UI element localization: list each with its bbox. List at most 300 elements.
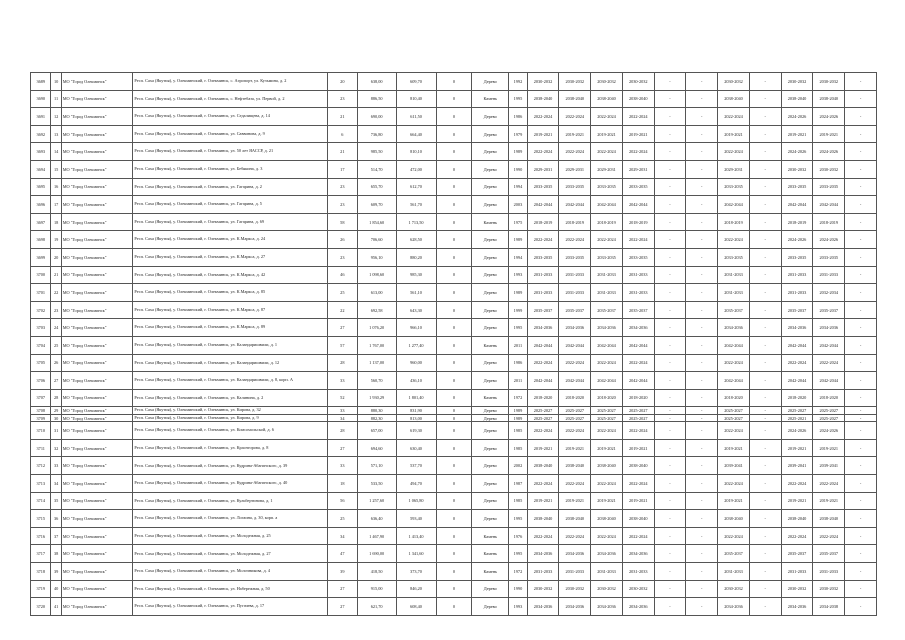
table-cell: 2022-2024 (559, 527, 591, 545)
table-cell: 2031-2033 (527, 266, 559, 284)
table-cell: Респ. Саха (Якутия), у. Олекминский, г. Олекминск, с. Нефтебаза, ул. Первой, д. 2 (133, 90, 328, 108)
table-cell: - (749, 598, 781, 616)
table-cell: - (749, 73, 781, 91)
table-cell: 2034-2036 (591, 545, 623, 563)
table-cell: 2038-2040 (813, 510, 845, 528)
table-cell: 2019-2021 (781, 492, 813, 510)
table-cell: 2031-2033 (559, 284, 591, 302)
table-cell: 2031-2033 (781, 284, 813, 302)
table-cell: 0 (436, 178, 472, 196)
table-cell: Дерево (472, 108, 509, 126)
table-cell: 1986 (509, 108, 527, 126)
table-cell: 1993 (509, 598, 527, 616)
table-cell: 2030-2032 (527, 580, 559, 598)
table-cell: 18 (51, 213, 61, 231)
table-cell: - (845, 389, 877, 407)
table-cell: 2031-2033 (527, 563, 559, 581)
table-cell: 0 (436, 248, 472, 266)
table-cell: МО "Город Олекминск" (61, 284, 133, 302)
table-cell: 2019-2021 (622, 125, 654, 143)
table-cell: 2031-2033 (622, 266, 654, 284)
table-cell: 2042-2044 (718, 196, 750, 214)
table-cell: 2033-2035 (591, 178, 623, 196)
table-cell: 18 (327, 475, 357, 493)
table-cell: Дерево (472, 580, 509, 598)
table-cell: Респ. Саха (Якутия), у. Олекминский, г. Олекминск, ул. Калинина, д. 2 (133, 389, 328, 407)
table-cell: Дерево (472, 284, 509, 302)
table-cell: 2002 (509, 457, 527, 475)
table-cell: 2003 (509, 196, 527, 214)
table-cell: 0 (436, 545, 472, 563)
table-cell: - (749, 580, 781, 598)
table-row (31, 475, 877, 493)
table-cell: 2018-2019 (813, 213, 845, 231)
table-cell: 2019-2021 (813, 492, 845, 510)
table-cell: - (845, 178, 877, 196)
table-cell: 2022-2024 (718, 143, 750, 161)
table-cell: Дерево (472, 266, 509, 284)
table-cell: 655,70 (357, 178, 396, 196)
table-cell: 2035-2037 (718, 545, 750, 563)
table-cell: - (845, 439, 877, 457)
table-cell: - (686, 73, 718, 91)
table-cell: Респ. Саха (Якутия), у. Олекминский, г. Олекминск, ул. Молодежная, д. 25 (133, 527, 328, 545)
table-cell: 2038-2040 (591, 457, 623, 475)
table-cell: 2030-2032 (559, 580, 591, 598)
table-cell: 1995 (509, 510, 527, 528)
table-cell: 2022-2024 (622, 527, 654, 545)
table-cell: - (749, 266, 781, 284)
table-cell: 2038-2040 (527, 457, 559, 475)
table-cell: 2034-2036 (559, 545, 591, 563)
table-cell: Респ. Саха (Якутия), у. Олекминский, г. Олекминск, ул. Седалищева, д. 14 (133, 108, 328, 126)
table-cell: Респ. Саха (Якутия), у. Олекминский, г. Олекминск, ул. Гагарина, д. 5 (133, 196, 328, 214)
table-cell: 2034-2038 (813, 598, 845, 616)
table-cell: 2035-2037 (591, 301, 623, 319)
table-cell: 2022-2024 (559, 143, 591, 161)
table-cell: 23 (327, 196, 357, 214)
table-cell: 2031-2033 (622, 563, 654, 581)
table-cell: 47 (327, 545, 357, 563)
table-cell: 1 713,50 (396, 213, 436, 231)
table-cell: 621,70 (357, 598, 396, 616)
table-cell: - (845, 492, 877, 510)
table-cell: - (654, 284, 686, 302)
table-cell: - (845, 319, 877, 337)
table-cell: 2038-2040 (622, 90, 654, 108)
table-cell: 30 (51, 414, 61, 422)
table-cell: 2022-2024 (527, 475, 559, 493)
table-cell: 2022-2024 (527, 231, 559, 249)
table-row (31, 563, 877, 581)
table-cell: 3700 (31, 266, 51, 284)
table-cell: 472,00 (396, 160, 436, 178)
table-cell: 2022-2024 (559, 231, 591, 249)
table-cell: 3715 (31, 510, 51, 528)
table-cell: - (654, 510, 686, 528)
table-cell: 0 (436, 527, 472, 545)
table-cell: 37 (51, 527, 61, 545)
table-cell: 3710 (31, 422, 51, 440)
table-cell: 2034-2036 (622, 319, 654, 337)
table-cell: Дерево (472, 125, 509, 143)
table-cell: Дерево (472, 73, 509, 91)
table-cell: 960,00 (396, 354, 436, 372)
table-cell: 2031-2033 (813, 266, 845, 284)
table-cell: - (654, 90, 686, 108)
table-row (31, 90, 877, 108)
table-cell: 2019-2021 (559, 125, 591, 143)
table-cell: 26 (327, 231, 357, 249)
table-cell: 2039-2041 (718, 457, 750, 475)
table-cell: 2035-2037 (622, 301, 654, 319)
table-cell: 2034-2036 (718, 598, 750, 616)
table-cell: 1 341,60 (396, 545, 436, 563)
table-cell: Дерево (472, 439, 509, 457)
table-cell: 2019-2021 (591, 439, 623, 457)
table-cell: 2025-2027 (559, 407, 591, 415)
table-cell: 2042-2044 (813, 372, 845, 390)
table-cell: 2019-2021 (622, 492, 654, 510)
document-sheet (30, 72, 877, 616)
table-cell: 27 (327, 439, 357, 457)
table-cell: - (686, 439, 718, 457)
table-cell: 2034-2036 (781, 319, 813, 337)
table-cell: - (654, 475, 686, 493)
table-cell: 36 (51, 510, 61, 528)
table-cell: - (845, 354, 877, 372)
table-cell: 2030-2032 (781, 73, 813, 91)
table-cell: 39 (327, 563, 357, 581)
table-cell: 2019-2021 (622, 439, 654, 457)
table-cell: 2029-2031 (591, 160, 623, 178)
table-cell: 22 (327, 301, 357, 319)
table-cell: МО "Город Олекминск" (61, 372, 133, 390)
table-cell: 34 (51, 475, 61, 493)
table-row (31, 178, 877, 196)
table-cell: 2034-2036 (781, 598, 813, 616)
table-cell: 2025-2027 (718, 414, 750, 422)
table-cell: Дерево (472, 160, 509, 178)
table-cell: 2025-2027 (622, 407, 654, 415)
table-cell: МО "Город Олекминск" (61, 545, 133, 563)
table-cell: 2025-2027 (527, 414, 559, 422)
table-cell: 2042-2044 (718, 336, 750, 354)
table-cell: Респ. Саха (Якутия), у. Олекминский, г. Олекминск, ул. Кульбертинова, д. 1 (133, 492, 328, 510)
table-cell: Дерево (472, 143, 509, 161)
table-cell: 1979 (509, 125, 527, 143)
table-cell: 2033-2035 (781, 248, 813, 266)
table-cell: - (686, 284, 718, 302)
table-cell: - (654, 108, 686, 126)
table-cell: - (654, 492, 686, 510)
table-cell: Респ. Саха (Якутия), у. Олекминский, г. Олекминск, ул. Кирова, д. 32 (133, 407, 328, 415)
table-cell: - (845, 266, 877, 284)
table-cell: 2018-2019 (718, 213, 750, 231)
table-cell: 1985 (509, 439, 527, 457)
table-cell: 2038-2040 (527, 510, 559, 528)
table-cell: Респ. Саха (Якутия), у. Олекминский, г. Олекминск, ул. Каландаришвили, д. 1 (133, 336, 328, 354)
table-cell: 3720 (31, 598, 51, 616)
table-cell: 2035-2037 (813, 301, 845, 319)
table-cell: 2031-2033 (527, 284, 559, 302)
table-cell: 2030-2032 (781, 160, 813, 178)
table-row (31, 73, 877, 91)
table-cell: 2042-2044 (527, 372, 559, 390)
table-cell: 33 (327, 457, 357, 475)
table-cell: - (686, 319, 718, 337)
table-cell: МО "Город Олекминск" (61, 407, 133, 415)
table-cell: МО "Город Олекминск" (61, 389, 133, 407)
table-cell: 1 854,60 (357, 213, 396, 231)
table-cell: 2042-2044 (813, 336, 845, 354)
table-cell: 2031-2033 (591, 284, 623, 302)
table-cell: 593,40 (396, 510, 436, 528)
table-cell: 1 076,20 (357, 319, 396, 337)
table-cell: - (686, 248, 718, 266)
table-cell: 3691 (31, 108, 51, 126)
table-cell: 2034-2036 (813, 319, 845, 337)
table-cell: 38 (51, 545, 61, 563)
table-cell: 14 (51, 143, 61, 161)
table-cell: - (749, 196, 781, 214)
table-cell: 2019-2021 (781, 439, 813, 457)
table-cell: 0 (436, 196, 472, 214)
table-cell: МО "Город Олекминск" (61, 319, 133, 337)
table-cell: 886,50 (357, 90, 396, 108)
table-cell: 2018-2019 (559, 213, 591, 231)
table-row (31, 143, 877, 161)
table-cell: - (686, 422, 718, 440)
table-cell: 2022-2024 (813, 475, 845, 493)
table-cell: 2038-2040 (591, 90, 623, 108)
table-cell: Респ. Саха (Якутия), у. Олекминский, г. Олекминск, ул. Саввинова, д. 9 (133, 125, 328, 143)
table-cell: Респ. Саха (Якутия), у. Олекминский, г. Олекминск, ул. Кудрина-Абагинского, д. 40 (133, 475, 328, 493)
table-cell: Респ. Саха (Якутия), у. Олекминский, г. Олекминск, ул. Молодежная, д. 27 (133, 545, 328, 563)
table-cell: 2018-2020 (591, 389, 623, 407)
table-cell: Респ. Саха (Якутия), у. Олекминский, г. Олекминск, ул. Логаина, д. 30, корп. а (133, 510, 328, 528)
table-cell: 0 (436, 231, 472, 249)
table-cell: Камень (472, 213, 509, 231)
table-cell: - (749, 439, 781, 457)
table-cell: - (845, 231, 877, 249)
table-cell: Респ. Саха (Якутия), у. Олекминский, г. Олекминск, ул. К.Маркса, д. 87 (133, 301, 328, 319)
table-cell: 1 690,00 (357, 545, 396, 563)
table-cell: 846,20 (396, 580, 436, 598)
table-cell: 2025-2027 (781, 407, 813, 415)
table-cell: 2033-2035 (527, 178, 559, 196)
table-cell: 0 (436, 301, 472, 319)
table-cell: 2024-2026 (781, 108, 813, 126)
table-cell: 2034-2036 (559, 598, 591, 616)
table-cell: - (749, 389, 781, 407)
table-cell: - (686, 301, 718, 319)
table-cell: 2022-2024 (622, 422, 654, 440)
table-cell: МО "Город Олекминск" (61, 598, 133, 616)
table-cell: МО "Город Олекминск" (61, 213, 133, 231)
table-cell: 1990 (509, 580, 527, 598)
table-cell: 26 (51, 354, 61, 372)
table-cell: 2034-2036 (527, 545, 559, 563)
table-cell: 11 (51, 90, 61, 108)
table-cell: 2030-2032 (718, 73, 750, 91)
table-cell: - (686, 563, 718, 581)
table-cell: 2022-2024 (718, 231, 750, 249)
table-cell: 0 (436, 266, 472, 284)
table-cell: 3696 (31, 196, 51, 214)
table-cell: 2034-2036 (591, 319, 623, 337)
table-cell: 3690 (31, 90, 51, 108)
table-cell: 2024-2026 (781, 422, 813, 440)
table-cell: 0 (436, 580, 472, 598)
table-cell: 17 (51, 196, 61, 214)
table-cell: 2031-2033 (781, 563, 813, 581)
table-cell: 2038-2040 (781, 90, 813, 108)
table-cell: Камень (472, 527, 509, 545)
table-cell: 2035-2037 (527, 301, 559, 319)
table-cell: 609,70 (396, 73, 436, 91)
table-cell: 2019-2021 (559, 439, 591, 457)
table-cell: - (654, 414, 686, 422)
table-cell: 1994 (509, 178, 527, 196)
table-cell: 2030-2032 (781, 580, 813, 598)
table-cell: 2038-2040 (559, 510, 591, 528)
table-cell: 2022-2024 (718, 422, 750, 440)
table-cell: 0 (436, 336, 472, 354)
table-cell: 3703 (31, 319, 51, 337)
table-cell: 2042-2044 (527, 336, 559, 354)
table-cell: 2042-2044 (781, 372, 813, 390)
table-cell: 2033-2035 (559, 178, 591, 196)
table-cell: - (654, 231, 686, 249)
table-cell: - (654, 457, 686, 475)
table-cell: 1994 (509, 248, 527, 266)
table-cell: - (749, 284, 781, 302)
table-row (31, 336, 877, 354)
table-row (31, 319, 877, 337)
table-cell: - (845, 563, 877, 581)
table-cell: 2031-2033 (781, 266, 813, 284)
table-cell: - (845, 407, 877, 415)
table-cell: МО "Город Олекминск" (61, 414, 133, 422)
table-cell: 880,20 (396, 248, 436, 266)
table-cell: 2042-2044 (591, 372, 623, 390)
table-cell: 2034-2036 (591, 598, 623, 616)
table-cell: 58 (327, 213, 357, 231)
table-cell: - (845, 248, 877, 266)
table-cell: 2022-2024 (718, 108, 750, 126)
table-cell: 2018-2019 (781, 213, 813, 231)
table-cell: 23 (327, 178, 357, 196)
table-cell: 2030-2032 (622, 73, 654, 91)
table-cell: 2038-2040 (559, 457, 591, 475)
table-cell: 2022-2024 (622, 354, 654, 372)
table-cell: 2022-2024 (527, 527, 559, 545)
table-cell: 21 (51, 266, 61, 284)
table-cell: - (749, 301, 781, 319)
table-cell: - (654, 389, 686, 407)
table-cell: 2034-2036 (718, 319, 750, 337)
table-cell: - (686, 160, 718, 178)
table-cell: 6 (327, 125, 357, 143)
table-cell: 3713 (31, 475, 51, 493)
table-cell: 0 (436, 213, 472, 231)
table-cell: 1995 (509, 319, 527, 337)
table-cell: 0 (436, 372, 472, 390)
table-cell: 2022-2024 (622, 108, 654, 126)
table-cell: 1989 (509, 407, 527, 415)
table-cell: 2042-2044 (527, 196, 559, 214)
table-cell: 2030-2032 (813, 160, 845, 178)
table-cell: - (845, 545, 877, 563)
table-cell: 2022-2024 (559, 108, 591, 126)
table-cell: 2022-2024 (781, 527, 813, 545)
table-cell: - (845, 414, 877, 422)
table-cell: - (654, 407, 686, 415)
table-cell: 40 (51, 580, 61, 598)
table-cell: 2022-2024 (591, 108, 623, 126)
table-cell: 2030-2032 (591, 580, 623, 598)
table-cell: МО "Город Олекминск" (61, 90, 133, 108)
table-cell: 0 (436, 354, 472, 372)
table-cell: - (654, 301, 686, 319)
table-cell: 0 (436, 510, 472, 528)
table-cell: Респ. Саха (Якутия), у. Олекминский, г. Олекминск, ул. Кирова, д. 9 (133, 414, 328, 422)
table-cell: 2031-2033 (559, 563, 591, 581)
table-cell: - (749, 108, 781, 126)
table-cell: 2022-2024 (527, 422, 559, 440)
table-cell: 880,30 (357, 407, 396, 415)
table-cell: - (654, 178, 686, 196)
table-cell: 2022-2024 (813, 527, 845, 545)
table-cell: МО "Город Олекминск" (61, 580, 133, 598)
table-cell: - (686, 510, 718, 528)
table-row (31, 266, 877, 284)
table-cell: 2042-2044 (781, 196, 813, 214)
table-cell: 2025-2027 (591, 407, 623, 415)
table-cell: 2019-2021 (781, 125, 813, 143)
table-cell: 2025-2021 (781, 414, 813, 422)
table-cell: - (749, 160, 781, 178)
table-cell: 25 (327, 510, 357, 528)
table-cell: - (654, 143, 686, 161)
table-cell: МО "Город Олекминск" (61, 266, 133, 284)
table-row (31, 213, 877, 231)
table-cell: 0 (436, 598, 472, 616)
table-cell: - (749, 563, 781, 581)
table-cell: - (749, 143, 781, 161)
table-cell: 2034-2036 (527, 598, 559, 616)
table-cell: 2029-2031 (527, 160, 559, 178)
table-cell: - (654, 527, 686, 545)
table-cell: 1995 (509, 545, 527, 563)
table-cell: 2033-2035 (718, 248, 750, 266)
table-cell: 17 (327, 160, 357, 178)
table-cell: 2038-2040 (781, 510, 813, 528)
table-cell: 2019-2021 (527, 439, 559, 457)
table-cell: - (686, 580, 718, 598)
table-cell: 2038-2040 (527, 90, 559, 108)
table-cell: - (654, 248, 686, 266)
table-cell: 2025-2027 (591, 414, 623, 422)
table-cell: - (845, 372, 877, 390)
table-cell: 31 (51, 422, 61, 440)
table-cell: 0 (436, 160, 472, 178)
table-cell: 2030-2032 (559, 73, 591, 91)
table-cell: 2022-2024 (559, 475, 591, 493)
table-cell: 3705 (31, 354, 51, 372)
table-cell: 2022-2024 (559, 354, 591, 372)
